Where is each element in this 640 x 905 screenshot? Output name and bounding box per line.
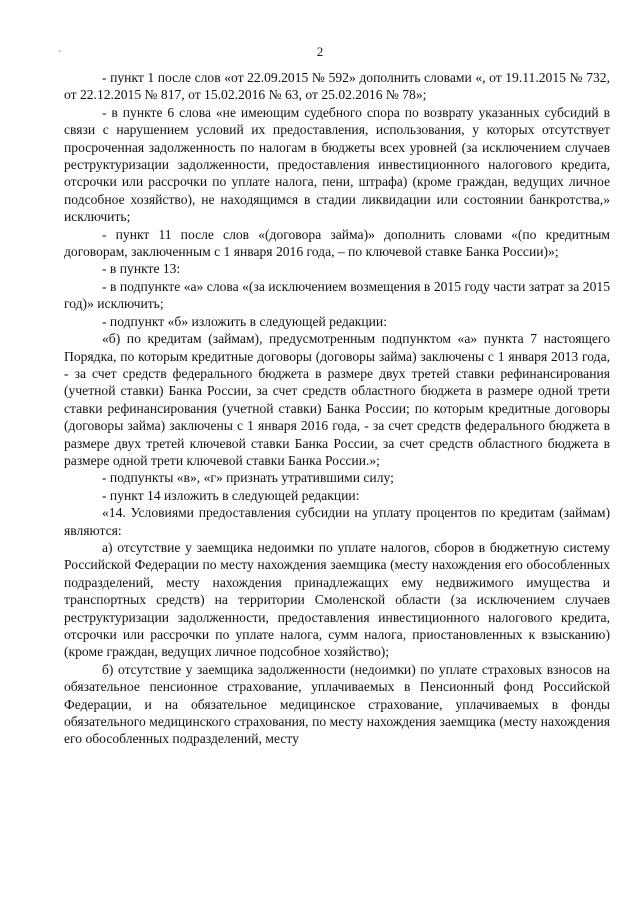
page-number: 2 [316, 44, 324, 59]
paragraph-item-14-intro: - пункт 14 изложить в следующей редакции: [102, 487, 360, 503]
stray-mark: ` [58, 50, 62, 61]
paragraph-item-1: - пункт 1 после слов «от 22.09.2015 № 592» дополнить словами «, от 19.11.2015 № 732, от 22.12.2015 № 817, от 15.02.2016 № 63, от 25.02.2016 № 78»; [64, 70, 610, 103]
paragraph-subitem-b-text: «б) по кредитам (займам), предусмотренным подпунктом «а» пункта 7 настоящего Порядка, по которым кредитные договоры (договоры займа) заключены с 1 января 2013 года, - за счет средств федерального бюджета в размере двух третей ставки рефинансирования (учетной ставки) Банка России, за счет средств областного бюджета в размере одной трети ставки рефинансирования (учетной ставки) Банка России; по которым кредитные договоры (договоры займа) заключены с 1 января 2016 года, - за счет средств федерального бюджета в размере двух третей ключевой ставки Банка России, за счет средств областного бюджета в размере одной трети ключевой ставки Банка России.»; [64, 331, 610, 468]
paragraph-condition-b: б) отсутствие у заемщика задолженности (недоимки) по уплате страховых взносов на обязательное пенсионное страхование, уплачиваемых в Пенсионный фонд Российской Федерации, и на обязательное медицинское страхование, уплачиваемых в фонды обязательного медицинского страхования, по месту нахождения заемщика (месту нахождения его обособленных подразделений, месту [64, 661, 610, 747]
paragraph-item-6: - в пункте 6 слова «не имеющим судебного спора по возврату указанных субсидий в связи с нарушением условий их предоставления, использования, у которых отсутствует просроченная задолженность по налогам в бюджеты всех уровней (за исключением случаев реструктуризации задолженности, предоставления инвестиционного налогового кредита, отсрочки или рассрочки по уплате налога, пени, штрафа) (кроме граждан, ведущих личное подсобное хозяйство), не находящимся в стадии ликвидации или состоянии банкротства,» исключить; [64, 104, 610, 225]
paragraph-item-14-text: «14. Условиями предоставления субсидии на уплату процентов по кредитам (займам) являются: [64, 505, 610, 538]
paragraph-subitems-v-g: - подпункты «в», «г» признать утратившими силу; [102, 470, 394, 486]
paragraph-subitem-a: - в подпункте «а» слова «(за исключением возмещения в 2015 году части затрат за 2015 год)» исключить; [64, 278, 610, 312]
paragraph-item-11: - пункт 11 после слов «(договора займа)» дополнить словами «(по кредитным договорам, заключенным с 1 января 2016 года, – по ключевой ставке Банка России)»; [64, 226, 610, 260]
document-body [64, 69, 610, 748]
paragraph-condition-a: а) отсутствие у заемщика недоимки по уплате налогов, сборов в бюджетную систему Российской Федерации по месту нахождения заемщика (месту нахождения его обособленных подразделений, месту нахождения принадлежащих ему недвижимого имущества и транспортных средств) на территории Смоленской области (за исключением случаев реструктуризации задолженности, предоставления инвестиционного налогового кредита, отсрочки или рассрочки по уплате налога, сумм налога, приостановленных к взысканию) (кроме граждан, ведущих личное подсобное хозяйство); [64, 539, 610, 660]
paragraph-subitem-b-intro: - подпункт «б» изложить в следующей редакции: [102, 313, 387, 329]
paragraph-item-13: - в пункте 13: [102, 261, 181, 277]
